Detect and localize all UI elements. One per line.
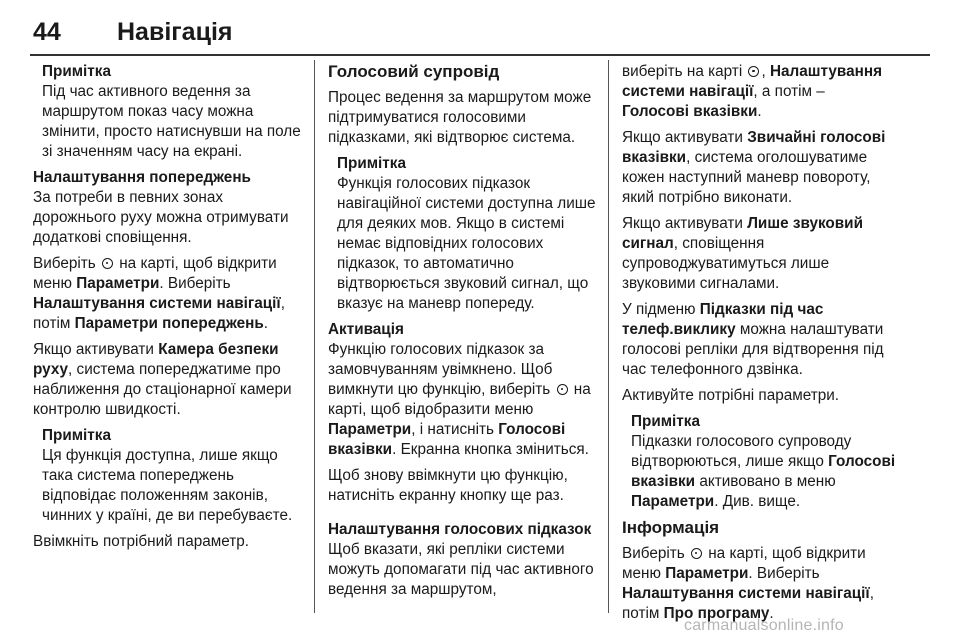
- watermark: carmanualsonline.info: [684, 617, 844, 634]
- page-number: 44: [33, 18, 61, 46]
- menu-term: Голосові вказівки: [622, 103, 758, 120]
- paragraph: Процес ведення за маршрутом може підтримуватися голосовими підказками, які відтворює система.: [328, 89, 592, 146]
- map-center-icon: [691, 548, 702, 559]
- note-text: Функція голосових підказок навігаційної системи доступна лише для деяких мов. Якщо в системі немає відповідних голосових підказок, то автоматично відтворюється звуковий сигнал, що вказує на маневр попереду.: [337, 175, 596, 312]
- note-text: Під час активного ведення за маршрутом показ часу можна змінити, просто натиснувши на поле зі значенням часу на екрані.: [42, 83, 301, 160]
- paragraph: Якщо активувати Лише звуковий сигнал, сповіщення супроводжуватимуться лише звуковими сигналами.: [622, 215, 863, 292]
- column-divider-1: [314, 60, 315, 613]
- section-title-voice-settings: Налаштування голосових підказок: [328, 521, 592, 538]
- column-2: [328, 62, 596, 606]
- map-center-icon: [748, 66, 759, 77]
- column-divider-2: [608, 60, 609, 613]
- paragraph: Щоб вказати, які репліки системи можуть допомагати під час активного ведення за маршрутом,: [328, 541, 594, 598]
- menu-term: Налаштування системи навігації: [33, 295, 281, 312]
- paragraph: Виберіть на карті, щоб відкрити меню Параметри. Виберіть Налаштування системи навігації, потім Параметри попереджень.: [33, 255, 285, 332]
- note-title: Примітка: [337, 155, 406, 172]
- paragraph: Виберіть на карті, щоб відкрити меню Параметри. Виберіть Налаштування системи навігації, потім Про програму.: [622, 545, 874, 622]
- paragraph: виберіть на карті , Налаштування системи навігації, а потім – Голосові вказівки.: [622, 63, 882, 120]
- note-text: Ця функція доступна, лише якщо така система попереджень відповідає положенням законів, чинних у країні, де ви перебуваєте.: [42, 447, 293, 524]
- menu-term: Налаштування системи навігації: [622, 63, 882, 100]
- menu-term: Параметри: [631, 493, 715, 510]
- page-header: [0, 0, 960, 56]
- menu-term: Налаштування системи навігації: [622, 585, 870, 602]
- paragraph: За потреби в певних зонах дорожнього руху можна отримувати додаткові сповіщення.: [33, 189, 289, 246]
- header-rule: [30, 54, 930, 56]
- menu-term: Лише звуковий сигнал: [622, 215, 863, 252]
- menu-term: Камера безпеки руху: [33, 341, 279, 378]
- page-title: Навігація: [117, 18, 233, 46]
- section-title-activation: Активація: [328, 321, 404, 338]
- column-3: [622, 62, 896, 630]
- paragraph: Функцію голосових підказок за замовчуванням увімкнено. Щоб вимкнути цю функцію, виберіть на карті, щоб відобразити меню Параметри, і натисніть Голосові вказівки. Екранна кнопка зміниться.: [328, 341, 591, 458]
- note-title: Примітка: [631, 413, 700, 430]
- menu-term: Параметри: [665, 565, 749, 582]
- menu-term: Про програму: [663, 605, 770, 622]
- paragraph: Активуйте потрібні параметри.: [622, 387, 840, 404]
- column-1: [33, 62, 303, 558]
- menu-term: Параметри: [76, 275, 160, 292]
- note-block: [328, 154, 596, 314]
- menu-term: Голосові вказівки: [631, 453, 896, 490]
- map-center-icon: [102, 258, 113, 269]
- section-heading-voice: Голосовий супровід: [328, 62, 500, 81]
- note-block: [622, 412, 896, 512]
- map-center-icon: [557, 384, 568, 395]
- menu-term: Параметри: [328, 421, 412, 438]
- menu-term: Звичайні голосові вказівки: [622, 129, 886, 166]
- paragraph: Якщо активувати Звичайні голосові вказівки, система оголошуватиме кожен наступний маневр повороту, який потрібно виконати.: [622, 129, 886, 206]
- menu-term: Параметри попереджень: [74, 315, 264, 332]
- paragraph: Щоб знову ввімкнути цю функцію, натисніть екранну кнопку ще раз.: [328, 467, 568, 504]
- menu-term: Голосові вказівки: [328, 421, 566, 458]
- section-title-warnings: Налаштування попереджень: [33, 169, 251, 186]
- menu-term: Підказки під час телеф.виклику: [622, 301, 824, 338]
- paragraph: Ввімкніть потрібний параметр.: [33, 533, 250, 550]
- note-title: Примітка: [42, 427, 111, 444]
- section-heading-info: Інформація: [622, 518, 720, 537]
- paragraph: У підменю Підказки під час телеф.виклику можна налаштувати голосові репліки для відтворення під час телефонного дзвінка.: [622, 301, 884, 378]
- note-block: [33, 426, 303, 526]
- paragraph: Якщо активувати Камера безпеки руху, система попереджатиме про наближення до стаціонарної камери контролю швидкості.: [33, 341, 292, 418]
- note-title: Примітка: [42, 63, 111, 80]
- note-block: [33, 62, 303, 162]
- note-text: Підказки голосового супроводу відтворюються, лише якщо Голосові вказівки активовано в меню Параметри. Див. вище.: [631, 433, 896, 510]
